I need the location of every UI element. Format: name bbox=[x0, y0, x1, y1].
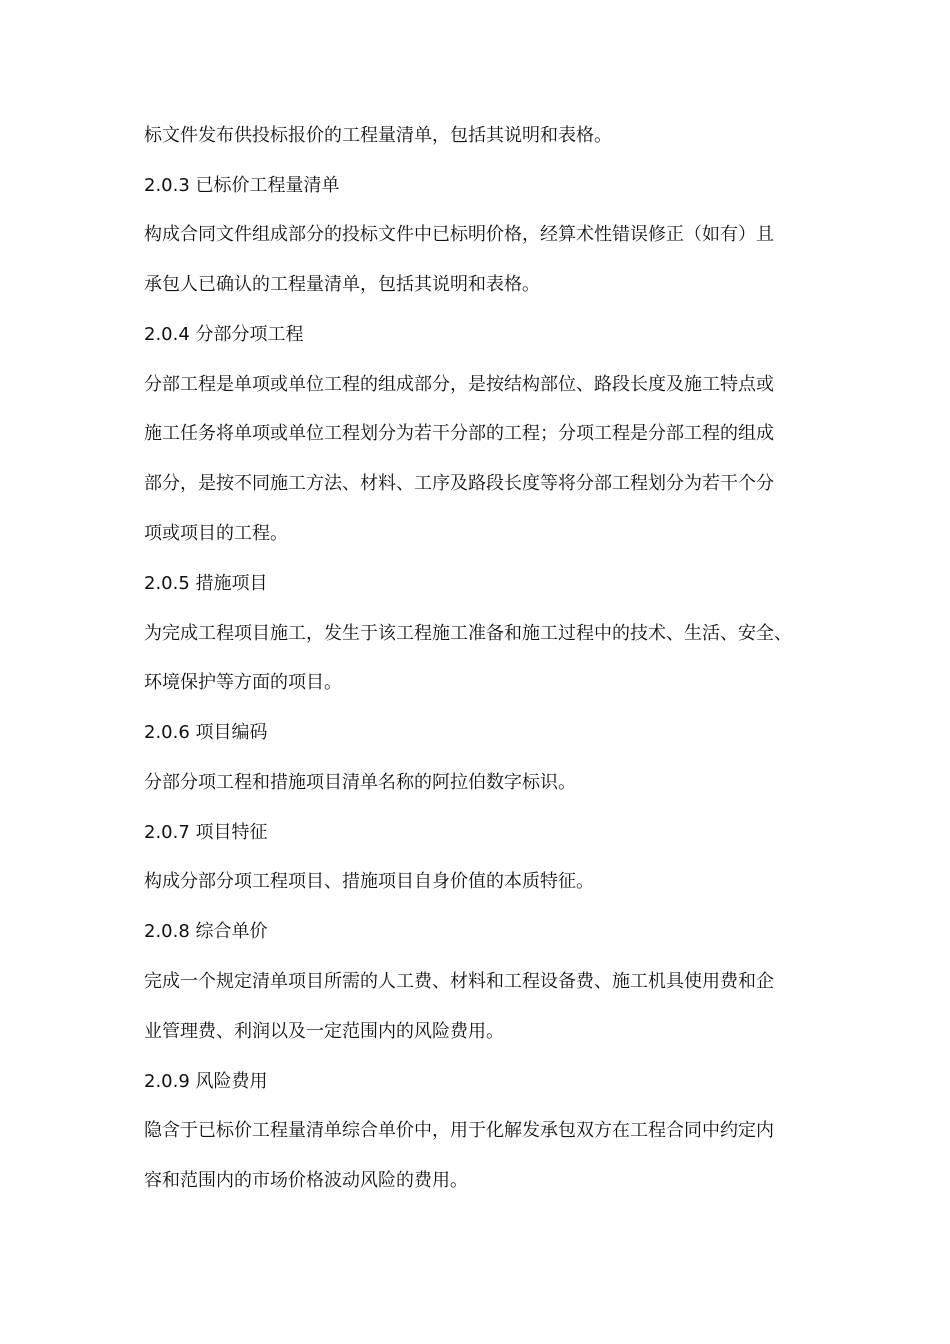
text-line: 隐含于已标价工程量清单综合单价中，用于化解发承包双方在工程合同中约定内 bbox=[144, 1120, 774, 1141]
section-heading: 2.0.4 分部分项工程 bbox=[144, 324, 304, 345]
text-line: 环境保护等方面的项目。 bbox=[144, 672, 342, 693]
section-heading: 2.0.7 项目特征 bbox=[144, 822, 268, 843]
text-line: 构成分部分项工程项目、措施项目自身价值的本质特征。 bbox=[144, 871, 594, 892]
text-line: 标文件发布供投标报价的工程量清单，包括其说明和表格。 bbox=[144, 125, 612, 146]
text-line: 容和范围内的市场价格波动风险的费用。 bbox=[144, 1170, 468, 1191]
text-line: 项或项目的工程。 bbox=[144, 523, 288, 544]
section-heading: 2.0.9 风险费用 bbox=[144, 1071, 268, 1092]
text-line: 分部工程是单项或单位工程的组成部分，是按结构部位、路段长度及施工特点或 bbox=[144, 374, 774, 395]
text-line: 分部分项工程和措施项目清单名称的阿拉伯数字标识。 bbox=[144, 772, 576, 793]
text-line: 部分，是按不同施工方法、材料、工序及路段长度等将分部工程划分为若干个分 bbox=[144, 473, 774, 494]
text-line: 施工任务将单项或单位工程划分为若干分部的工程；分项工程是分部工程的组成 bbox=[144, 423, 774, 444]
text-line: 业管理费、利润以及一定范围内的风险费用。 bbox=[144, 1021, 504, 1042]
section-heading: 2.0.8 综合单价 bbox=[144, 921, 268, 942]
text-line: 构成合同文件组成部分的投标文件中已标明价格，经算术性错误修正（如有）且 bbox=[144, 224, 774, 245]
text-line: 承包人已确认的工程量清单，包括其说明和表格。 bbox=[144, 274, 540, 295]
section-heading: 2.0.5 措施项目 bbox=[144, 573, 268, 594]
section-heading: 2.0.6 项目编码 bbox=[144, 722, 268, 743]
text-line: 完成一个规定清单项目所需的人工费、材料和工程设备费、施工机具使用费和企 bbox=[144, 971, 774, 992]
text-line: 为完成工程项目施工，发生于该工程施工准备和施工过程中的技术、生活、安全、 bbox=[144, 623, 792, 644]
section-heading: 2.0.3 已标价工程量清单 bbox=[144, 175, 340, 196]
